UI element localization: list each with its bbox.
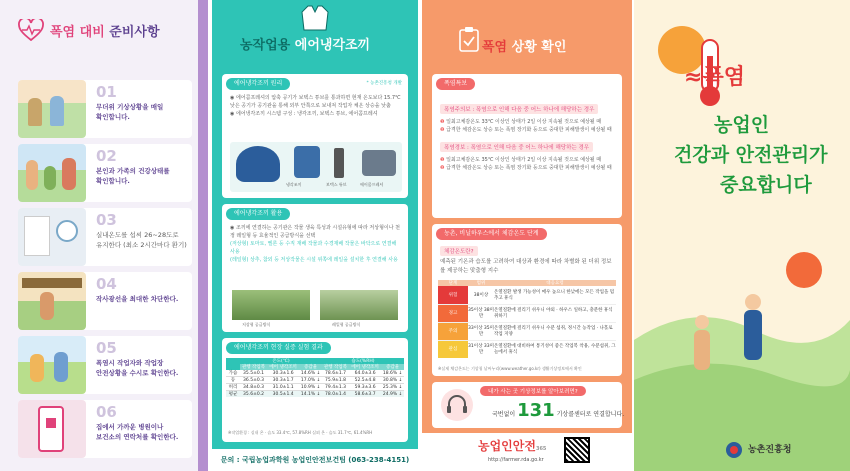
vest-icon bbox=[300, 4, 330, 32]
table-row bbox=[438, 286, 616, 304]
usage-text: ◉ 조끼에 연결하는 공기관은 작물 생육 특성과 시설유형에 따라 저상형이나 천정 레일형 등 효율적인 공급방식을 선택 (저상형) 토마토, 멜론 등 수직 재배 작물과 수경재배 작물은 바닥으로 연결해 사용 (레일형) 상추, 참외 등 저상작물은 시설 위쪽에 레일을 설치한 후 연결해 사용 bbox=[230, 225, 400, 263]
panel-edge-strip bbox=[198, 0, 208, 471]
row-label: 등 bbox=[230, 378, 236, 383]
table-row bbox=[438, 322, 616, 340]
prep-illustration bbox=[18, 208, 86, 266]
table-col-header: 증감율 bbox=[304, 365, 318, 370]
org-name: 농촌진흥청 bbox=[748, 445, 792, 455]
prep-text bbox=[96, 294, 190, 304]
table-col-header: 에어 냉각조끼 bbox=[351, 365, 379, 370]
level-range: 33이상 35미만 bbox=[468, 326, 494, 337]
vest-principle-box bbox=[222, 74, 408, 198]
prep-illustration bbox=[18, 80, 86, 138]
phone-line bbox=[492, 400, 624, 421]
prep-title bbox=[50, 21, 160, 40]
advisory-content bbox=[440, 96, 616, 172]
rail-type-photo bbox=[320, 290, 398, 320]
part-label: 보텍스 튜브 bbox=[326, 182, 347, 187]
heat-advisory-box bbox=[432, 74, 622, 218]
cell: 10.9% ↓ bbox=[300, 384, 321, 390]
table-row bbox=[226, 377, 404, 384]
prep-line1: 무더위 기상상황을 매일 bbox=[96, 103, 164, 111]
level-range: 31이상 33미만 bbox=[468, 344, 494, 356]
cell: 36.5±0.3 bbox=[243, 377, 264, 383]
cell: 78.0±1.4 bbox=[325, 391, 346, 397]
levels-header: 단계 bbox=[448, 281, 458, 286]
prep-card-3 bbox=[18, 208, 192, 266]
levels-header: 대응요령 bbox=[546, 281, 564, 286]
level-name: 경고 bbox=[438, 304, 468, 322]
principle-b2: 에어냉각조끼 시스템 구성 : 냉각조끼, 보텍스 튜브, 에어콤프레셔 bbox=[235, 111, 378, 117]
prep-line2: 보건소의 연락처를 확인한다. bbox=[96, 433, 179, 442]
section-label: 에어냉각조끼 활용 bbox=[226, 208, 290, 220]
cell: 64.0±3.6 bbox=[354, 370, 376, 376]
table-col-header: 에어 냉각조끼 bbox=[269, 365, 297, 370]
prep-line1: 폭염시 작업자와 작업장 bbox=[96, 359, 164, 367]
table-col-header: 관행 작업복 bbox=[323, 365, 348, 370]
vest-panel bbox=[212, 0, 418, 471]
prep-number: 03 bbox=[96, 211, 117, 229]
status-header bbox=[422, 0, 632, 60]
usage-b2: (저상형) 토마토, 멜론 등 수직 재배 작물과 수경재배 작물은 바닥으로 연결해 사용 bbox=[230, 241, 397, 255]
level-text: 온열질환에 걸리기 쉬우니 수분 섭취, 정시간 농작업 · 나홀로 작업 지양 bbox=[494, 326, 613, 337]
prep-number: 06 bbox=[96, 403, 117, 421]
levels-table bbox=[438, 280, 616, 358]
levels-header: 범위 bbox=[476, 281, 486, 286]
prep-card-6 bbox=[18, 400, 192, 458]
prep-line2: 안전상황을 수시로 확인한다. bbox=[96, 369, 179, 378]
cover-line2: 농업인 bbox=[714, 114, 770, 136]
prep-illustration bbox=[18, 144, 86, 202]
headset-icon bbox=[440, 388, 474, 422]
prep-text bbox=[96, 422, 190, 442]
prep-card-2 bbox=[18, 144, 192, 202]
prep-title-main: 준비사항 bbox=[109, 24, 160, 40]
vest-results-box bbox=[222, 338, 408, 442]
vortex-tube-image bbox=[334, 148, 344, 178]
prep-number: 05 bbox=[96, 339, 117, 357]
table-row bbox=[438, 304, 616, 322]
prep-line1: 작사광선을 최대한 차단한다. bbox=[96, 295, 179, 303]
heart-pulse-icon bbox=[18, 19, 44, 41]
clipboard-check-icon bbox=[458, 26, 480, 52]
table-col-header: 관행 작업복 bbox=[241, 365, 266, 370]
level-range: 35이상 38미만 bbox=[468, 308, 494, 319]
advisory-item: 급격한 체감온도 상승 또는 폭염 장기화 등으로 중대한 피해발생이 예상될 때 bbox=[446, 127, 612, 133]
compressor-image bbox=[362, 150, 396, 176]
levels-note: ※실제 체감온도는 기상청 날씨누리(www.weather.go.kr) 생활기상정보에서 확인 bbox=[438, 366, 582, 371]
brand-footer bbox=[422, 433, 632, 471]
cover-panel bbox=[634, 0, 850, 471]
prep-line2: 확인합니다. bbox=[96, 113, 130, 122]
row-label: 평균 bbox=[228, 392, 238, 397]
prep-text bbox=[96, 102, 190, 122]
prep-text bbox=[96, 358, 190, 378]
level-text: 온열질환 발생 가능성이 매우 높으니 한낮에는 모든 작업을 멈추고 휴식 bbox=[494, 289, 615, 301]
hot-sun-icon bbox=[786, 252, 822, 288]
level-range: 38이상 bbox=[473, 292, 489, 298]
cell: 18.6% ↓ bbox=[382, 370, 403, 376]
status-title-main: 상황 확인 bbox=[511, 40, 567, 55]
photo-caption: 레일형 공급방식 bbox=[332, 322, 361, 327]
cell: 14.6% ↓ bbox=[300, 370, 321, 376]
prep-line1: 집에서 가까운 병원이나 bbox=[96, 423, 164, 431]
table-row bbox=[226, 391, 404, 398]
section-label: 농촌, 비닐하우스에서 체감온도 단계 bbox=[436, 228, 547, 240]
part-label: 냉각조끼 bbox=[286, 182, 302, 187]
level-text: 온열질환에 대비하여 통기성이 좋은 작업복 착용, 수분섭취, 그늘에서 휴식 bbox=[494, 344, 616, 356]
prep-text bbox=[96, 230, 190, 250]
row-label: 가슴 bbox=[228, 371, 238, 376]
feels-like-box bbox=[432, 224, 622, 376]
warning-items: ❶ 일최고체감온도 35℃ 이상인 상태가 2일 이상 지속될 것으로 예상될 때 ❷ 급격한 체감온도 상승 또는 폭염 장기화 등으로 중대한 피해발생이 예상될 때 bbox=[440, 157, 612, 171]
cell: 35.6±0.2 bbox=[243, 391, 264, 397]
warning-item: 일최고체감온도 35℃ 이상인 상태가 2일 이상 지속될 것으로 예상될 때 bbox=[446, 157, 602, 163]
prep-header bbox=[0, 0, 208, 60]
principle-text: ◉ 에어콤프레셔의 압축 공기가 보텍스 튜브를 통과하면 현재 온도보다 15.7℃ 낮은 공기가 공기관을 통해 외부 안쪽으로 보내져 작업자 체온 상승을 낮춤 ◉ 에어냉각조끼 시스템 구성 : 냉각조끼, 보텍스 튜브, 에어콤프레셔 bbox=[230, 95, 401, 117]
cell: 79.4±1.3 bbox=[325, 384, 346, 390]
level-name: 관심 bbox=[438, 340, 468, 358]
cell: 17.0% ↓ bbox=[300, 377, 321, 383]
status-panel bbox=[422, 0, 632, 471]
feels-like-tag: 체감온도란? bbox=[440, 246, 478, 256]
usage-b1: 조끼에 연결하는 공기관은 작물 생육 특성과 시설유형에 따라 저상형이나 천정 레일형 등 효율적인 공급방식을 선택 bbox=[230, 225, 400, 239]
level-text: 온열질환에 걸리기 쉬우니 야외 · 하우스 일하고, 충분한 휴식 취하기 bbox=[494, 308, 613, 319]
vest-title-accent: 에어냉각조끼 bbox=[294, 38, 371, 53]
cell: 58.6±3.7 bbox=[354, 391, 376, 397]
phone-prefix: 국번없이 bbox=[492, 411, 516, 418]
cell: 30.5±1.4 bbox=[272, 391, 294, 397]
cover-line3: 건강과 안전관리가 bbox=[674, 144, 828, 166]
photo-caption: 저상형 공급방식 bbox=[242, 322, 271, 327]
warning-tag: 폭염경보 : 폭염으로 인해 다음 중 어느 하나에 해당하는 경우 bbox=[440, 142, 593, 152]
section-label: 에어냉각조끼 원리 bbox=[226, 78, 290, 90]
prep-illustration bbox=[18, 336, 86, 394]
vest-title-main: 농작업용 bbox=[240, 38, 291, 53]
section-label: 폭염특보 bbox=[436, 78, 475, 90]
cell: 75.9±1.8 bbox=[325, 377, 346, 383]
prep-number: 02 bbox=[96, 147, 117, 165]
vest-title bbox=[240, 34, 370, 53]
prep-number: 01 bbox=[96, 83, 117, 101]
vest-usage-box bbox=[222, 204, 408, 332]
level-name: 위험 bbox=[438, 286, 468, 304]
brand-logo bbox=[478, 437, 546, 454]
cell: 30.3±1.6 bbox=[272, 370, 294, 376]
level-name: 주의 bbox=[438, 322, 468, 340]
prep-panel bbox=[0, 0, 208, 471]
prep-text bbox=[96, 166, 190, 186]
vest-parts-diagram bbox=[230, 142, 402, 192]
brand-name: 농업인안전 bbox=[478, 439, 536, 453]
farmer-figure bbox=[694, 330, 710, 370]
weather-call-box bbox=[432, 382, 625, 428]
row-label: 허리 bbox=[228, 385, 238, 390]
feels-like-desc: 예측된 기온과 습도를 고려하여 대상과 환경에 따라 차별화 된 더위 정보를 제공하는 맞춤형 지수 bbox=[440, 259, 612, 274]
vest-contact-footer: 문의 : 국립농업과학원 농업인안전보건팀 (063-238-4151) bbox=[212, 449, 418, 471]
principle-b1: 에어콤프레셔의 압축 공기가 보텍스 튜브를 통과하면 현재 온도보다 15.7℃ 낮은 공기가 공기관을 통해 외부 안쪽으로 보내져 작업자 체온 상승을 낮춤 bbox=[230, 95, 401, 109]
phone-number[interactable]: 131 bbox=[517, 400, 555, 421]
advisory-items: ❶ 일최고체감온도 33℃ 이상인 상태가 2일 이상 지속될 것으로 예상될 때 ❷ 급격한 체감온도 상승 또는 폭염 장기화 등으로 중대한 피해발생이 예상될 때 bbox=[440, 119, 612, 133]
cell: 52.5±4.8 bbox=[354, 377, 376, 383]
part-label: 에어콤프레셔 bbox=[360, 182, 384, 187]
cover-l1: 폭염 bbox=[702, 65, 745, 90]
prep-card-1 bbox=[18, 80, 192, 138]
phone-suffix: 기상콜센터로 연결합니다. bbox=[556, 411, 625, 418]
cell: 31.0±1.1 bbox=[272, 384, 294, 390]
vest-image bbox=[294, 146, 320, 178]
cell: 59.3±3.6 bbox=[354, 384, 376, 390]
cell: 25.3% ↓ bbox=[382, 384, 403, 390]
prep-line1: 실내온도를 섭씨 26~28도로 bbox=[96, 231, 179, 239]
cell: 30.8% ↓ bbox=[382, 377, 403, 383]
cell: 78.6±1.7 bbox=[325, 370, 346, 376]
section-label: 에어냉각조끼 현장 실증 실험 결과 bbox=[226, 342, 331, 354]
table-row bbox=[438, 340, 616, 358]
prep-line1: 본인과 가족의 건강상태를 bbox=[96, 167, 170, 175]
advisory-item: 일최고체감온도 33℃ 이상인 상태가 2일 이상 지속될 것으로 예상될 때 bbox=[446, 119, 602, 125]
cell: 14.1% ↓ bbox=[300, 391, 321, 397]
cell: 30.3±1.7 bbox=[272, 377, 294, 383]
cover-line4: 중요합니다 bbox=[720, 174, 812, 196]
table-group-header: 온도(℃) bbox=[272, 359, 290, 364]
weather-question: 내가 사는 곳 기상정보를 알아보려면? bbox=[480, 386, 586, 396]
qr-code[interactable] bbox=[564, 437, 590, 463]
cell: 34.8±0.3 bbox=[243, 384, 264, 390]
cell: 35.5±0.1 bbox=[243, 370, 264, 376]
vest-header bbox=[212, 0, 418, 60]
prep-number: 04 bbox=[96, 275, 117, 293]
prep-line2: 유지한다 (최소 2시간마다 환기) bbox=[96, 241, 187, 250]
table-col-header: 증감율 bbox=[386, 365, 400, 370]
prep-line2: 확인합니다. bbox=[96, 177, 130, 186]
section-note: * 농촌진흥청 개발 bbox=[366, 81, 402, 86]
warning-item: 급격한 체감온도 상승 또는 폭염 장기화 등으로 중대한 피해발생이 예상될 때 bbox=[446, 165, 612, 171]
prep-title-red: 폭염 대비 bbox=[50, 24, 105, 40]
prep-illustration bbox=[18, 400, 86, 458]
results-table bbox=[226, 358, 404, 397]
cell: 24.9% ↓ bbox=[382, 391, 403, 397]
usage-b3: (레일형) 상추, 참외 등 저상작물은 시설 위쪽에 레일을 설치한 후 연결해 사용 bbox=[230, 257, 398, 263]
prep-card-5 bbox=[18, 336, 192, 394]
table-row bbox=[226, 384, 404, 391]
cover-heat-title: ≈폭염 bbox=[684, 65, 745, 90]
vest-image bbox=[236, 146, 280, 182]
table-note: ※작업환경 : 실내 온 · 습도 33.4℃, 57.8%RH 실외 온 · 습도 31.7℃, 61.4%RH bbox=[228, 430, 373, 435]
floor-type-photo bbox=[232, 290, 310, 320]
table-group-header: 습도(%RH) bbox=[351, 359, 375, 364]
brand-url[interactable]: http://farmer.rda.go.kr bbox=[488, 457, 544, 463]
status-title bbox=[482, 36, 566, 55]
prep-illustration bbox=[18, 272, 86, 330]
farmer-figure bbox=[744, 310, 762, 360]
brand-num: 365 bbox=[535, 446, 547, 452]
status-title-red: 폭염 bbox=[482, 40, 508, 55]
prep-card-4 bbox=[18, 272, 192, 330]
advisory-tag: 폭염주의보 : 폭염으로 인해 다음 중 어느 하나에 해당하는 경우 bbox=[440, 104, 598, 114]
